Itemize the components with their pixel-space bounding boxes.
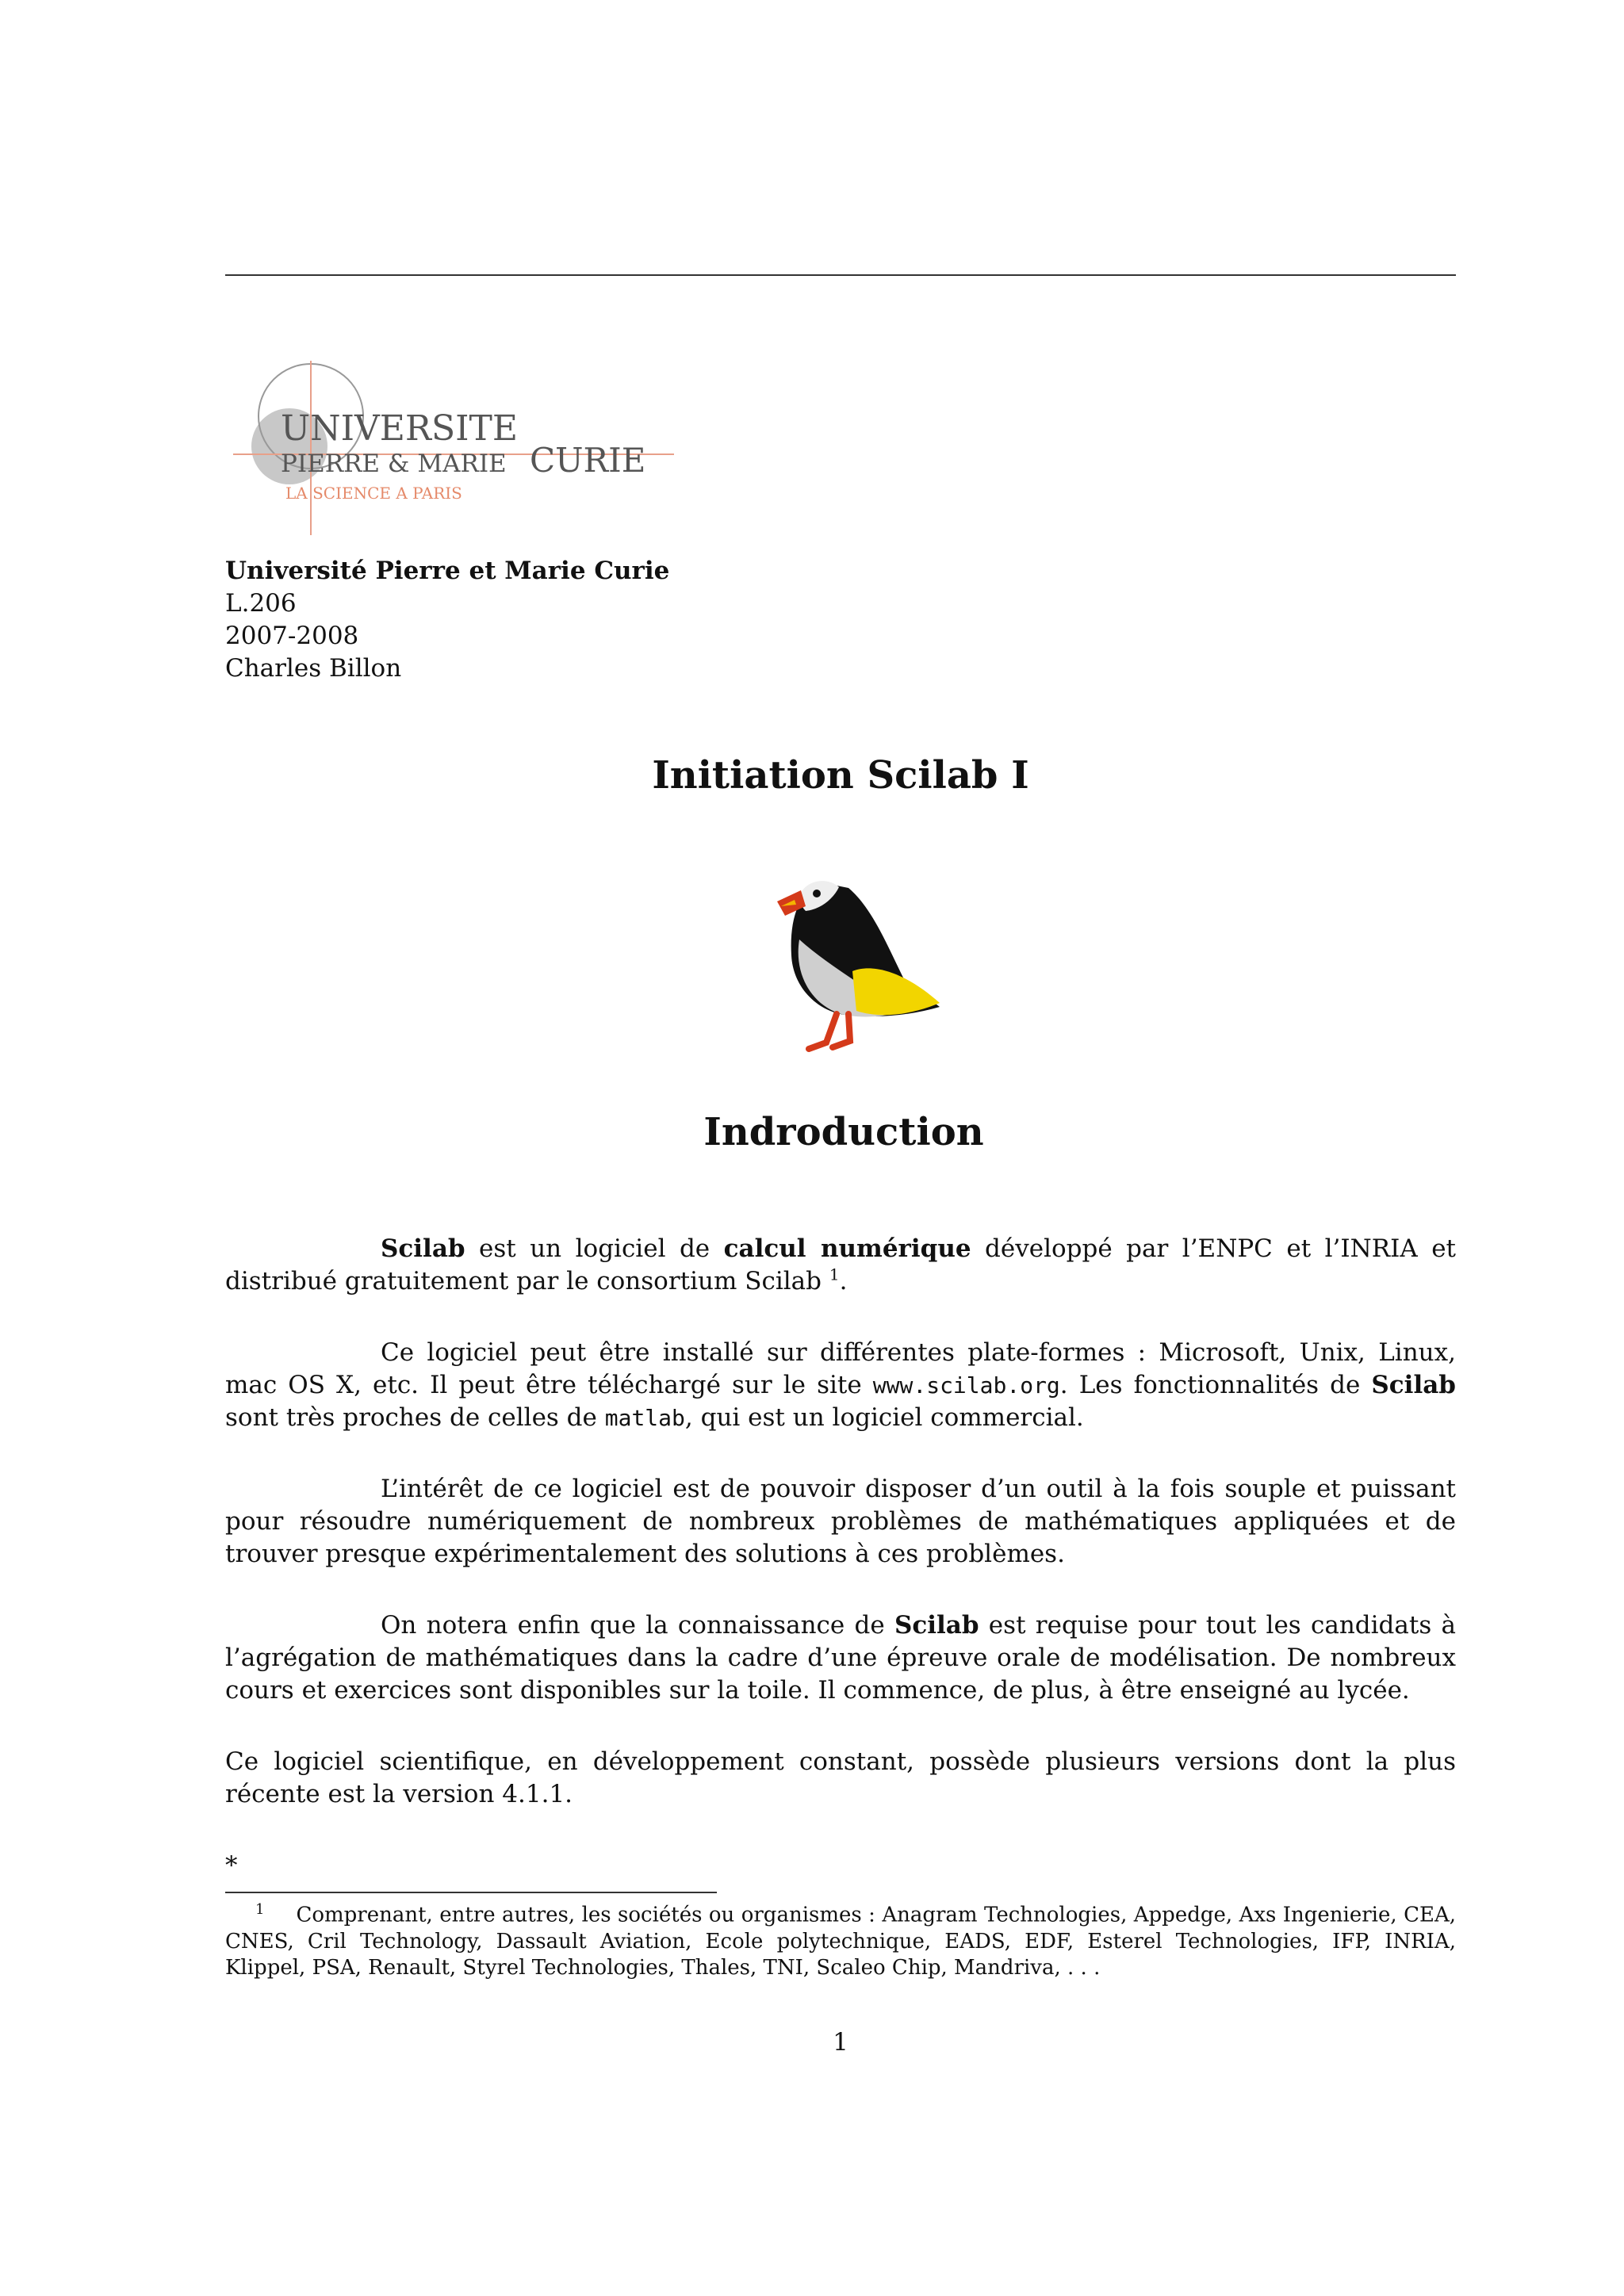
header-info <box>225 555 669 685</box>
academic-year: 2007-2008 <box>225 622 359 650</box>
footnote <box>225 1896 1456 1981</box>
footnote-rule <box>225 1892 717 1893</box>
course-code: L.206 <box>225 589 297 618</box>
paragraph-2: Ce logiciel peut être installé sur différentes plate-formes : Microsoft, Unix, Linux, mac OS X, etc. Il peut être téléchargé sur le site www.scilab.org. Les fonctionnalités de Scilab sont très proches de celles de matlab, qui est un logiciel commercial. <box>225 1338 1456 1432</box>
author-name: Charles Billon <box>225 654 402 683</box>
section-title: Indroduction <box>703 1110 984 1154</box>
logo-line2a: PIERRE & MARIE <box>281 450 507 478</box>
puffin-icon <box>753 852 952 1058</box>
top-rule <box>225 274 1456 276</box>
paragraph-3: L’intérêt de ce logiciel est de pouvoir disposer d’un outil à la fois souple et puissant pour résoudre numériquement de nombreux problèmes de mathématiques appliquées et de trouver presque expérimentalement des solutions à ces problèmes. <box>225 1475 1456 1568</box>
university-logo <box>230 361 674 539</box>
logo-line3: LA SCIENCE A PARIS <box>285 484 462 503</box>
footnote-mark: 1 <box>255 1901 265 1918</box>
paragraph-4: On notera enfin que la connaissance de Scilab est requise pour tout les candidats à l’agrégation de mathématiques dans la cadre d’une épreuve orale de modélisation. De nombreux cours et exercices sont disponibles sur la toile. Il commence, de plus, à être enseigné au lycée. <box>225 1611 1456 1705</box>
paragraph-1: Scilab est un logiciel de calcul numérique développé par l’ENPC et l’INRIA et distribué gratuitement par le consortium Scilab $^1$. <box>225 1234 1456 1295</box>
star-marker: * <box>225 1851 238 1880</box>
page-number: 1 <box>833 2028 848 2057</box>
document-title: Initiation Scilab I <box>652 753 1029 798</box>
body-text <box>225 1233 1456 1850</box>
logo-line2b: CURIE <box>530 441 646 480</box>
university-name: Université Pierre et Marie Curie <box>225 557 670 585</box>
footnote-ref: 1 <box>829 1265 840 1284</box>
footnote-text: Comprenant, entre autres, les sociétés ou organismes : Anagram Technologies, Appedge, Axs Ingenierie, CEA, CNES, Cril Technology, Dassault Aviation, Ecole polytechnique, EADS, EDF, Esterel Technologies, IFP, INRIA, Klippel, PSA, Renault, Styrel Technologies, Thales, TNI, Scaleo Chip, Mandriva, . . . <box>225 1903 1456 1980</box>
paragraph-5: Ce logiciel scientifique, en développement constant, possède plusieurs versions dont la plus récente est la version 4.1.1. <box>225 1747 1456 1808</box>
logo-line1: UNIVERSITE <box>281 408 518 449</box>
site-link: www.scilab.org <box>872 1372 1060 1399</box>
